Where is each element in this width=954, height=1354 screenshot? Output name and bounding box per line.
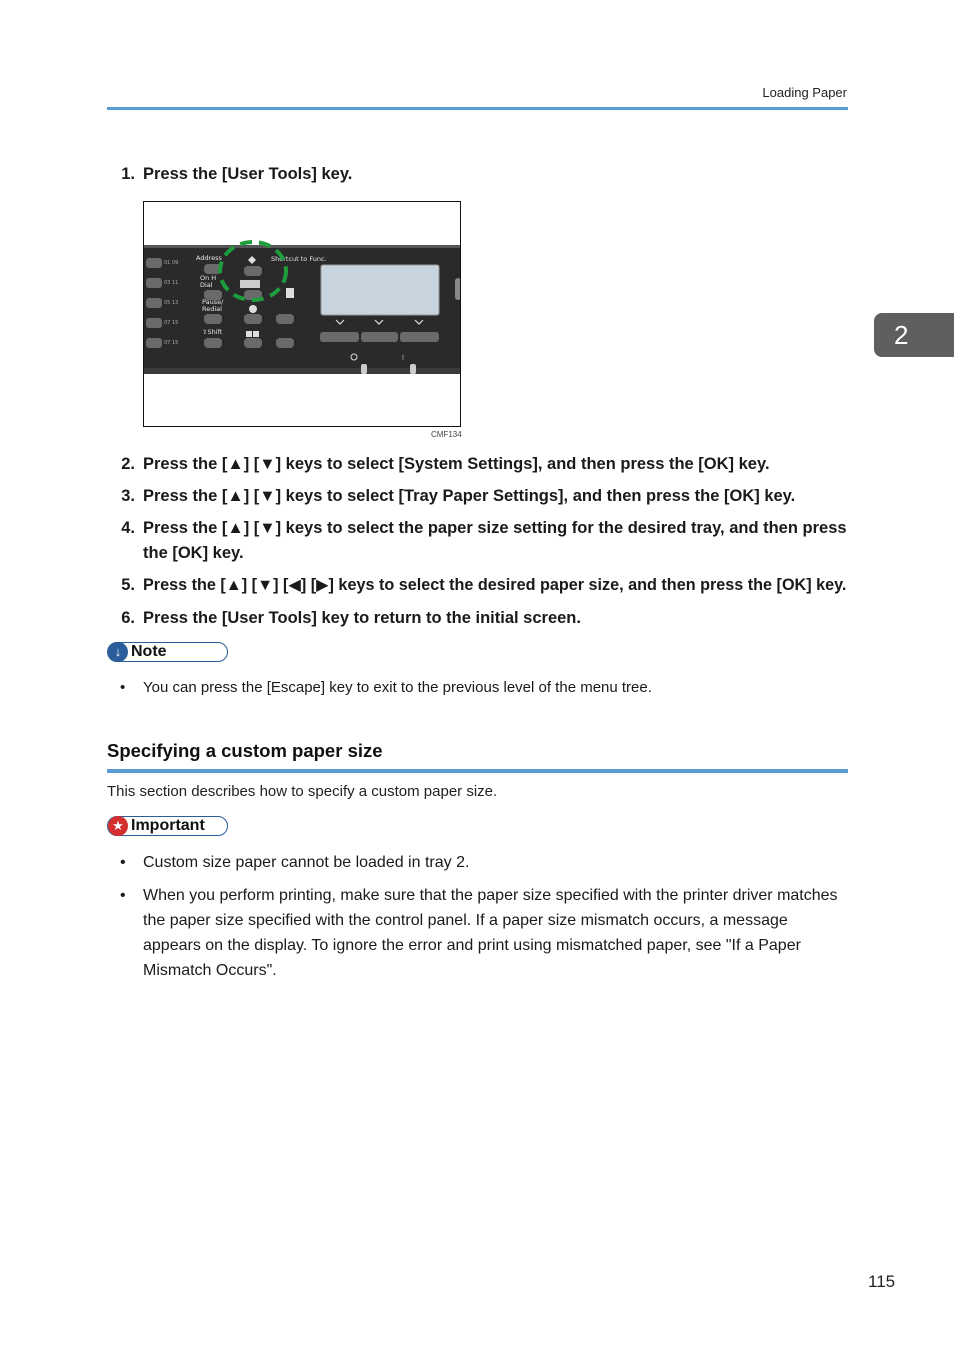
- bullet-dot: •: [120, 679, 126, 696]
- bullet-dot: •: [120, 854, 126, 871]
- step-text: Press the [User Tools] key to return to the initial screen.: [143, 609, 581, 627]
- pause-label: Pause/: [202, 298, 224, 306]
- important-badge: [107, 816, 228, 836]
- note-text: You can press the [Escape] key to exit to the previous level of the menu tree.: [143, 679, 652, 696]
- redial-label: Redial: [202, 305, 222, 313]
- section-title: Specifying a custom paper size: [107, 740, 383, 761]
- header-rule: [107, 107, 848, 110]
- step-text: Press the [▲] [▼] [◀] [▶] keys to select the desired paper size, and then press the [OK] key.: [143, 576, 847, 594]
- note-badge: [107, 642, 228, 662]
- svg-text:!: !: [402, 355, 404, 362]
- page-number: 115: [868, 1272, 896, 1291]
- chapter-tab: 2: [874, 313, 954, 357]
- svg-text:01 09: 01 09: [164, 260, 179, 266]
- step-text: Press the [▲] [▼] keys to select [Tray Paper Settings], and then press the [OK] key.: [143, 487, 796, 505]
- important-text: When you perform printing, make sure that the paper size specified with the printer driver matches the paper size specified with the control panel. If a paper size mismatch occurs, a message appears on the display. To ignore the error and print using mismatched paper, see "If a Paper Mismatch Occurs".: [143, 887, 838, 979]
- control-panel-illustration: [144, 202, 460, 426]
- shortcut-label: Shortcut to Func.: [271, 255, 327, 263]
- control-panel-figure: [143, 201, 461, 427]
- step-number: 1.: [121, 165, 135, 183]
- star-icon: ★: [108, 816, 128, 836]
- step-number: 3.: [121, 487, 135, 505]
- step-number: 4.: [121, 519, 135, 537]
- address-label: Address: [196, 254, 222, 262]
- step-text: Press the [User Tools] key.: [143, 165, 353, 183]
- arrow-down-icon: ↓: [108, 642, 128, 662]
- svg-text:05 13: 05 13: [164, 300, 179, 306]
- svg-text:07 15: 07 15: [164, 340, 179, 346]
- step-number: 6.: [121, 609, 135, 627]
- step-text: Press the [▲] [▼] keys to select [System Settings], and then press the [OK] key.: [143, 455, 770, 473]
- on-hook-label: On H: [200, 274, 217, 282]
- step-text: Press the [▲] [▼] keys to select the paper size setting for the desired tray, and then press the [OK] key.: [143, 519, 847, 562]
- important-label: Important: [131, 817, 205, 834]
- step-number: 5.: [121, 576, 135, 594]
- figure-code: CMF134: [431, 430, 462, 439]
- dial-label: Dial: [200, 281, 213, 289]
- note-label: Note: [131, 643, 167, 660]
- section-intro: This section describes how to specify a custom paper size.: [107, 783, 498, 800]
- shift-label: ⇧Shift: [202, 328, 223, 336]
- important-text: Custom size paper cannot be loaded in tray 2.: [143, 854, 470, 871]
- section-rule: [107, 769, 848, 773]
- bullet-dot: •: [120, 887, 126, 904]
- step-number: 2.: [121, 455, 135, 473]
- running-head: Loading Paper: [762, 85, 847, 100]
- svg-text:07 15: 07 15: [164, 320, 179, 326]
- svg-text:03 11: 03 11: [164, 280, 179, 286]
